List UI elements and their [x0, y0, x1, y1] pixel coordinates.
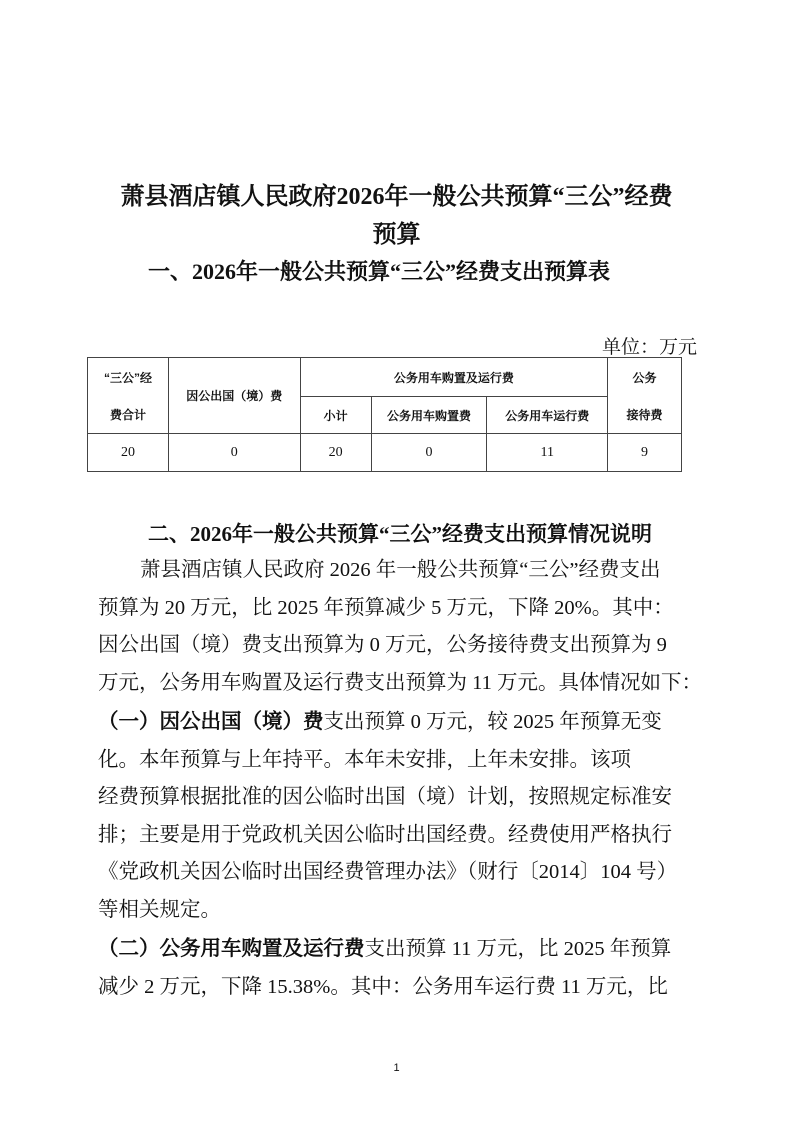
document-title-continued: 预算 [372, 222, 421, 248]
header-operation: 公务用车运行费 [487, 397, 608, 434]
header-subtotal: 小计 [300, 397, 371, 434]
subsection-heading: （一）因公出国（境）费 [98, 711, 324, 733]
text-line [98, 742, 698, 780]
page-number: 1 [393, 1062, 400, 1074]
cell-abroad: 0 [168, 434, 300, 472]
text-content: 减少 2 万元，下降 15.38%。其中：公务用车运行费 11 万元，比 [98, 975, 668, 998]
document-title: 萧县酒店镇人民政府2026年一般公共预算“三公”经费 [120, 184, 673, 210]
text-line [98, 552, 698, 590]
header-reception-line1: 公务 [632, 370, 657, 385]
cell-purchase: 0 [371, 434, 487, 472]
section2-heading: 二、2026年一般公共预算“三公”经费支出预算情况说明 [148, 522, 652, 546]
cell-subtotal: 20 [300, 434, 371, 472]
text-content: 排；主要是用于党政机关因公临时出国经费。经费使用严格执行 [98, 823, 672, 846]
text-line [98, 704, 698, 742]
section1-heading: 一、2026年一般公共预算“三公”经费支出预算表 [148, 259, 611, 284]
unit-label: 单位：万元 [601, 337, 697, 358]
text-content: 经费预算根据批准的因公临时出国（境）计划，按照规定标准安 [98, 786, 672, 808]
cell-total: 20 [88, 434, 169, 472]
text-line [98, 892, 698, 930]
table-row [88, 434, 682, 472]
text-line [98, 779, 698, 817]
header-vehicle: 公务用车购置及运行费 [300, 358, 607, 397]
subsection-heading: （二）公务用车购置及运行费 [98, 938, 365, 960]
text-content: 支出预算 0 万元，较 2025 年预算无变 [323, 711, 662, 733]
text-line [98, 627, 698, 665]
text-content: 因公出国（境）费支出预算为 0 万元，公务接待费支出预算为 9 [98, 634, 667, 656]
text-content: 支出预算 11 万元，比 2025 年预算 [364, 938, 672, 960]
text-content: 萧县酒店镇人民政府 2026 年一般公共预算“三公”经费支出 [140, 559, 661, 581]
cell-reception: 9 [608, 434, 682, 472]
text-line [98, 931, 698, 969]
text-content: 万元，公务用车购置及运行费支出预算为 11 万元。具体情况如下： [98, 671, 702, 694]
explanation-body [98, 552, 702, 1006]
header-abroad: 因公出国（境）费 [168, 358, 300, 434]
text-line [98, 665, 702, 703]
text-line [98, 817, 698, 855]
text-line [98, 854, 698, 892]
text-content: 预算为 20 万元，比 2025 年预算减少 5 万元，下降 20%。其中： [98, 596, 674, 619]
text-content: 化。本年预算与上年持平。本年未安排，上年未安排。该项 [98, 748, 631, 771]
text-line [98, 969, 698, 1007]
header-total [88, 358, 169, 434]
cell-operation: 11 [487, 434, 608, 472]
header-total-line1: “三公”经 [103, 370, 152, 385]
text-content: 等相关规定。 [98, 898, 221, 921]
text-content: 《党政机关因公临时出国经费管理办法》（财行〔2014〕104 号） [98, 861, 678, 883]
text-line [98, 590, 698, 628]
header-reception [608, 358, 682, 434]
header-reception-line2: 接待费 [626, 407, 663, 422]
header-purchase: 公务用车购置费 [371, 397, 487, 434]
budget-table [87, 357, 682, 472]
header-total-line2: 费合计 [109, 407, 146, 422]
